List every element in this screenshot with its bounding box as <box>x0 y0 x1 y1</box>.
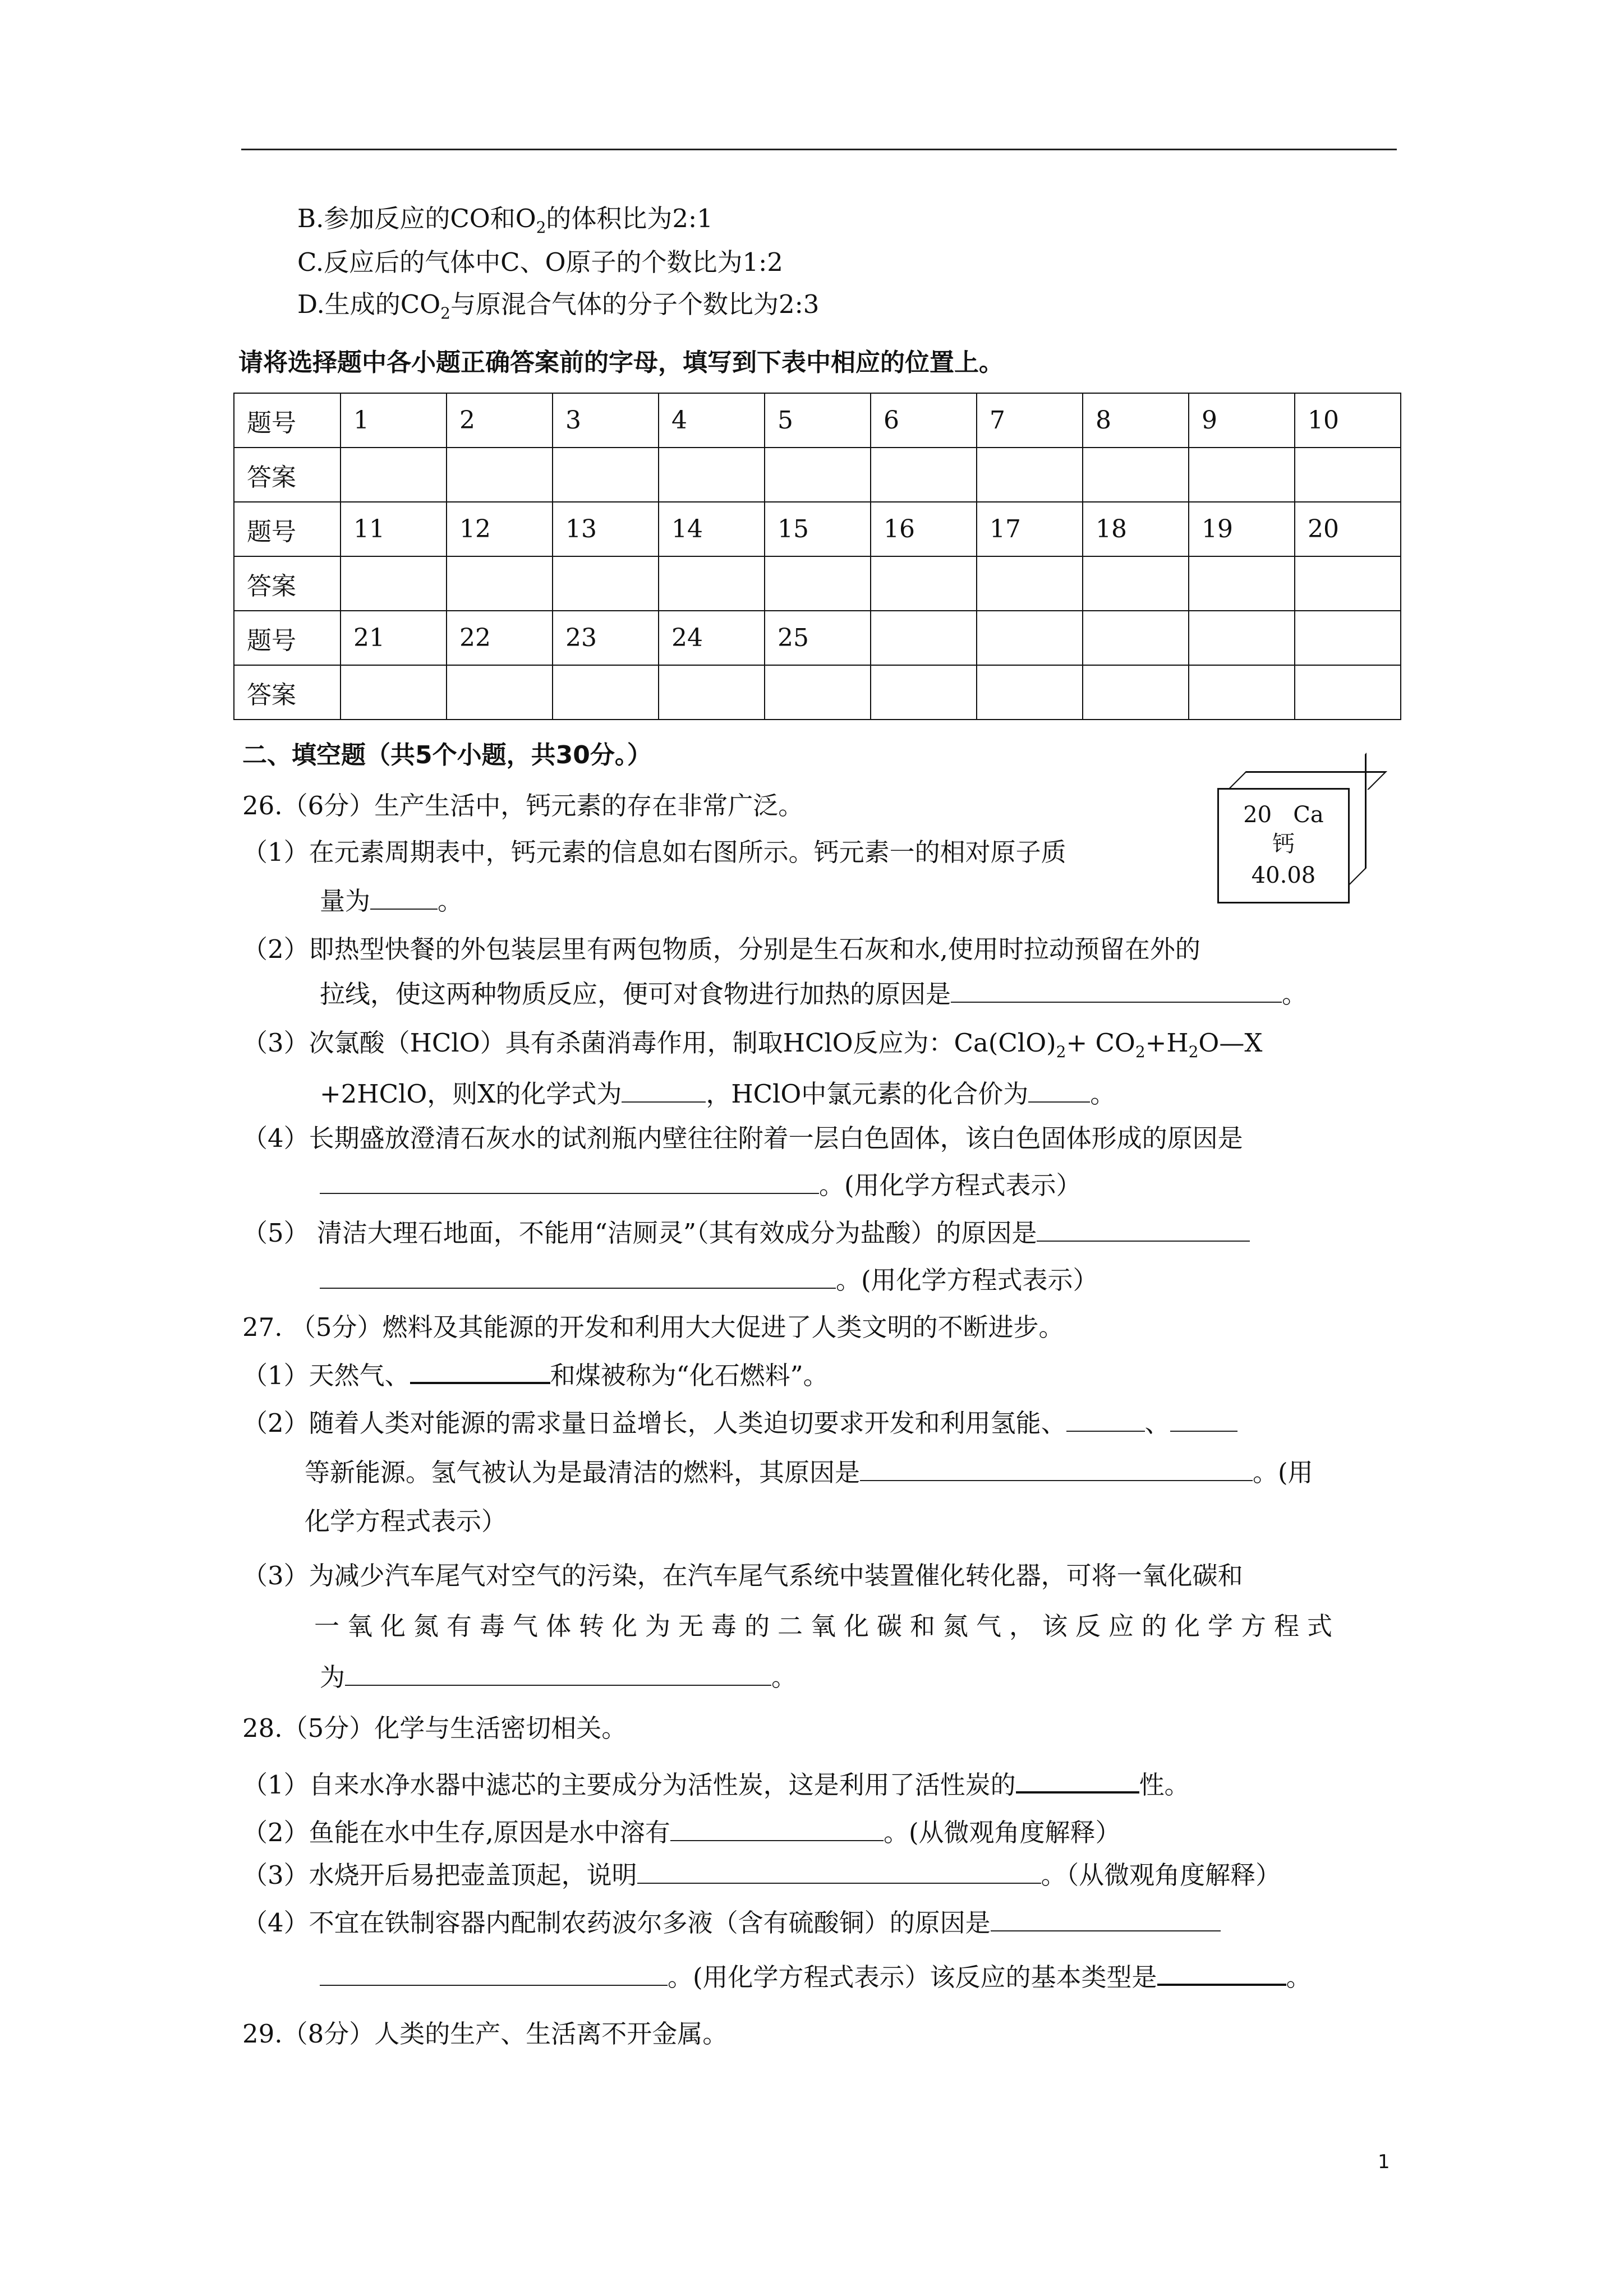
table-row-answers <box>234 556 1401 611</box>
q26-part2-line2: 拉线，使这两种物质反应，便可对食物进行加热的原因是 。 <box>320 977 1307 1011</box>
q28-part3: （3）水烧开后易把壶盖顶起，说明 。（从微观角度解释） <box>242 1858 1281 1892</box>
q28-part1: （1）自来水净水器中滤芯的主要成分为活性炭，这是利用了活性炭的 性。 <box>242 1767 1190 1802</box>
answer-cell[interactable] <box>659 448 765 502</box>
answer-cell[interactable] <box>1295 556 1401 611</box>
q27-part2-line2: 等新能源。氢气被认为是最清洁的燃料，其原因是 。(用 <box>305 1455 1313 1490</box>
question-number-cell <box>977 611 1083 665</box>
question-number-cell: 19 <box>1189 502 1295 556</box>
answer-cell[interactable] <box>553 448 659 502</box>
question-number-cell: 17 <box>977 502 1083 556</box>
answer-blank[interactable] <box>1066 1406 1145 1432</box>
q28-part2: （2）鱼能在水中生存,原因是水中溶有 。(从微观角度解释） <box>242 1815 1121 1850</box>
answer-cell[interactable] <box>765 448 871 502</box>
q27-part1: （1）天然气、 和煤被称为“化石燃料”。 <box>242 1357 829 1393</box>
q26-stem: 26.（6分）生产生活中，钙元素的存在非常广泛。 <box>242 791 804 820</box>
question-number-cell <box>1083 611 1189 665</box>
answer-cell[interactable] <box>765 665 871 720</box>
answer-cell[interactable] <box>553 665 659 720</box>
answer-cell[interactable] <box>447 665 553 720</box>
question-number-cell: 13 <box>553 502 659 556</box>
row-header: 答案 <box>234 448 341 502</box>
answer-blank[interactable] <box>1037 1216 1250 1242</box>
answer-blank[interactable] <box>670 1815 884 1841</box>
answer-cell[interactable] <box>1083 448 1189 502</box>
answer-cell[interactable] <box>977 448 1083 502</box>
answer-instruction: 请将选择题中各小题正确答案前的字母，填写到下表中相应的位置上。 <box>238 348 1004 377</box>
answer-cell[interactable] <box>1295 448 1401 502</box>
answer-blank[interactable] <box>860 1455 1253 1481</box>
answer-cell[interactable] <box>341 665 447 720</box>
question-number-cell: 15 <box>765 502 871 556</box>
answer-cell[interactable] <box>765 556 871 611</box>
question-number-cell: 16 <box>871 502 977 556</box>
q27-part3-line2: 一氧化氮有毒气体转化为无毒的二氧化碳和氮气，该反应的化学方程式 <box>314 1611 1341 1641</box>
answer-cell[interactable] <box>1189 556 1295 611</box>
question-number-cell <box>1295 611 1401 665</box>
answer-cell[interactable] <box>659 556 765 611</box>
q26-part3-line1: （3）次氯酸（HClO）具有杀菌消毒作用，制取HClO反应为：$Ca(ClO)_2+$ $CO_2+H_2O—X$ <box>242 1028 1263 1061</box>
question-number-cell: 4 <box>659 393 765 448</box>
table-row-answers <box>234 448 1401 502</box>
q27-part3-line3: 为 。 <box>320 1660 797 1694</box>
question-number-cell: 9 <box>1189 393 1295 448</box>
option-d: D.生成的$CO_2$与原混合气体的分子个数比为2:3 <box>297 289 820 322</box>
answer-cell[interactable] <box>871 556 977 611</box>
row-header: 答案 <box>234 665 341 720</box>
question-number-cell: 14 <box>659 502 765 556</box>
q26-part5-line2: 。(用化学方程式表示） <box>320 1263 1098 1297</box>
page-number: 1 <box>1378 2151 1390 2173</box>
question-number-cell <box>1189 611 1295 665</box>
answer-blank[interactable] <box>410 1357 550 1384</box>
element-card-side <box>1348 753 1367 887</box>
element-card <box>1217 788 1350 903</box>
option-c: C.反应后的气体中C、O原子的个数比为1:2 <box>297 247 783 277</box>
question-number-cell: 25 <box>765 611 871 665</box>
answer-blank[interactable] <box>1016 1767 1139 1794</box>
answer-cell[interactable] <box>447 448 553 502</box>
answer-blank[interactable] <box>1170 1406 1237 1432</box>
question-number-cell: 20 <box>1295 502 1401 556</box>
q26-part4-line2: 。(用化学方程式表示） <box>320 1168 1082 1202</box>
row-header: 题号 <box>234 611 341 665</box>
q26-part1-line2: 量为 。 <box>320 884 463 918</box>
question-number-cell: 5 <box>765 393 871 448</box>
element-mass: 40.08 <box>1251 863 1316 888</box>
q26-part2-line1: （2）即热型快餐的外包装层里有两包物质，分别是生石灰和水,使用时拉动预留在外的 <box>242 934 1200 964</box>
q26-part1-line1: （1）在元素周期表中，钙元素的信息如右图所示。钙元素一的相对原子质 <box>242 837 1066 867</box>
question-number-cell: 21 <box>341 611 447 665</box>
element-number-symbol: 20 Ca <box>1243 802 1324 828</box>
question-number-cell: 22 <box>447 611 553 665</box>
element-name: 钙 <box>1272 831 1295 857</box>
question-number-cell: 6 <box>871 393 977 448</box>
answer-blank[interactable] <box>951 977 1282 1003</box>
row-header: 答案 <box>234 556 341 611</box>
q27-stem: 27. （5分）燃料及其能源的开发和利用大大促进了人类文明的不断进步。 <box>242 1312 1064 1342</box>
section-title: 二、填空题（共5个小题，共30分。） <box>242 741 652 769</box>
answer-blank[interactable] <box>637 1858 1041 1884</box>
answer-blank[interactable] <box>320 1960 668 1986</box>
answer-cell[interactable] <box>977 665 1083 720</box>
question-number-cell: 8 <box>1083 393 1189 448</box>
q27-part3-line1: （3）为减少汽车尾气对空气的污染，在汽车尾气系统中装置催化转化器，可将一氧化碳和 <box>242 1561 1243 1590</box>
header-rule <box>241 149 1397 150</box>
answer-cell[interactable] <box>977 556 1083 611</box>
question-number-cell: 12 <box>447 502 553 556</box>
answer-cell[interactable] <box>1295 665 1401 720</box>
q29-stem: 29.（8分）人类的生产、生活离不开金属。 <box>242 2019 728 2049</box>
answer-cell[interactable] <box>447 556 553 611</box>
question-number-cell: 2 <box>447 393 553 448</box>
table-row-answers <box>234 665 1401 720</box>
q28-stem: 28.（5分）化学与生活密切相关。 <box>242 1713 627 1743</box>
q26-part5-line1: （5） 清洁大理石地面，不能用“洁厕灵”（其有效成分为盐酸）的原因是 <box>242 1216 1250 1250</box>
q27-part2-line3: 化学方程式表示） <box>305 1506 507 1536</box>
q26-part3-line2: +2HClO，则X的化学式为 ，HClO中氯元素的化合价为 。 <box>320 1077 1115 1111</box>
answer-blank[interactable] <box>1157 1959 1286 1986</box>
q28-part4-line1: （4）不宜在铁制容器内配制农药波尔多液（含有硫酸铜）的原因是 <box>242 1906 1221 1940</box>
answer-cell[interactable] <box>553 556 659 611</box>
answer-cell[interactable] <box>1189 448 1295 502</box>
question-number-cell: 11 <box>341 502 447 556</box>
answer-blank[interactable] <box>320 1168 819 1194</box>
q26-part4-line1: （4）长期盛放澄清石灰水的试剂瓶内壁往往附着一层白色固体，该白色固体形成的原因是 <box>242 1123 1243 1153</box>
answer-cell[interactable] <box>659 665 765 720</box>
question-number-cell: 3 <box>553 393 659 448</box>
question-number-cell: 24 <box>659 611 765 665</box>
answer-blank[interactable] <box>991 1906 1221 1931</box>
answer-blank[interactable] <box>1028 1077 1090 1103</box>
answer-cell[interactable] <box>1083 556 1189 611</box>
answer-blank[interactable] <box>345 1660 771 1686</box>
answer-cell[interactable] <box>341 448 447 502</box>
answer-cell[interactable] <box>341 556 447 611</box>
answer-cell[interactable] <box>871 448 977 502</box>
row-header: 题号 <box>234 502 341 556</box>
q28-part4-line2: 。(用化学方程式表示）该反应的基本类型是 。 <box>320 1959 1312 1994</box>
q27-part2-line1: （2）随着人类对能源的需求量日益增长，人类迫切要求开发和利用氢能、 、 <box>242 1406 1237 1440</box>
answer-cell[interactable] <box>1083 665 1189 720</box>
question-number-cell: 7 <box>977 393 1083 448</box>
table-row-numbers <box>234 611 1401 665</box>
question-number-cell: 1 <box>341 393 447 448</box>
answer-table <box>233 393 1401 720</box>
answer-blank[interactable] <box>320 1263 836 1289</box>
answer-cell[interactable] <box>1189 665 1295 720</box>
answer-blank[interactable] <box>622 1077 706 1103</box>
question-number-cell: 18 <box>1083 502 1189 556</box>
table-row-numbers <box>234 393 1401 448</box>
answer-cell[interactable] <box>871 665 977 720</box>
row-header: 题号 <box>234 393 341 448</box>
question-number-cell: 23 <box>553 611 659 665</box>
table-row-numbers <box>234 502 1401 556</box>
question-number-cell: 10 <box>1295 393 1401 448</box>
question-number-cell <box>871 611 977 665</box>
answer-blank[interactable] <box>370 884 438 910</box>
option-b: B.参加反应的CO和$O_2$的体积比为2:1 <box>297 204 713 237</box>
